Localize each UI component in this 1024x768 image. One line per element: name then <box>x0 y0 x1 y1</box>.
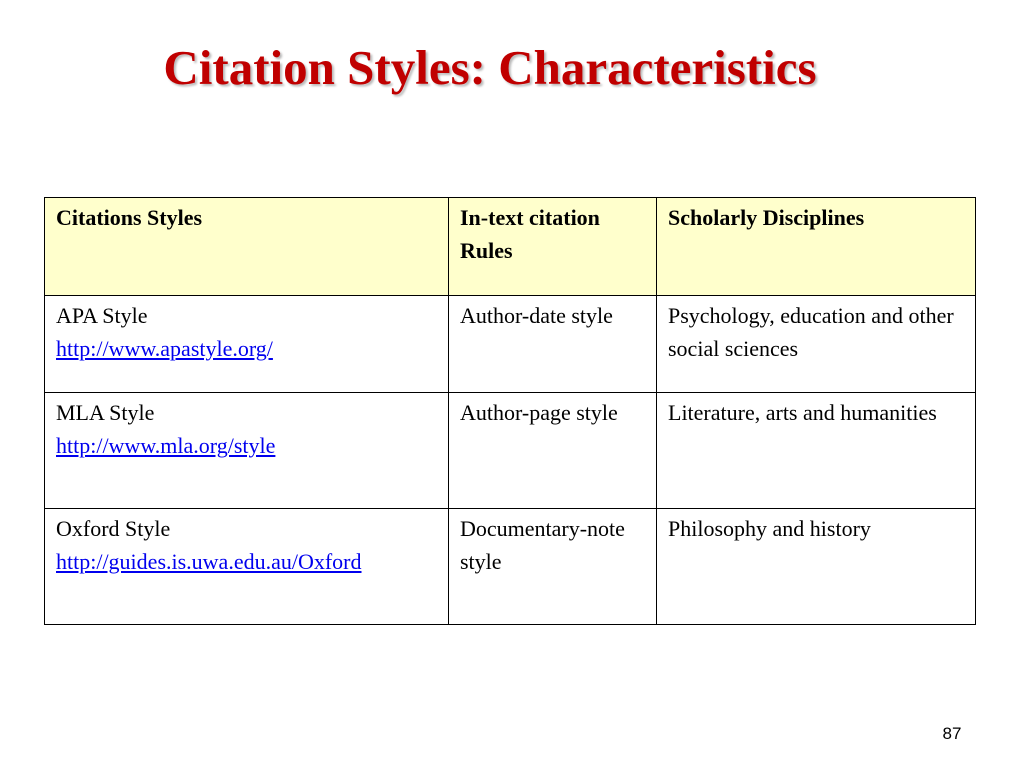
header-in-text-citation-rules: In-text citation Rules <box>449 198 657 296</box>
cell-disciplines-oxford: Philosophy and history <box>657 509 976 625</box>
cell-rules-oxford: Documentary-note style <box>449 509 657 625</box>
table-row-mla <box>45 393 976 509</box>
table-header-row <box>45 198 976 296</box>
style-name-mla: MLA Style <box>56 400 155 425</box>
citation-styles-table <box>44 197 976 625</box>
cell-disciplines-mla: Literature, arts and humanities <box>657 393 976 509</box>
style-name-apa: APA Style <box>56 303 148 328</box>
table-row-oxford <box>45 509 976 625</box>
cell-style-apa <box>45 296 449 393</box>
cell-rules-mla: Author-page style <box>449 393 657 509</box>
link-oxford-style[interactable]: http://guides.is.uwa.edu.au/Oxford <box>56 549 362 574</box>
cell-style-oxford <box>45 509 449 625</box>
header-citation-styles: Citations Styles <box>45 198 449 296</box>
cell-rules-apa: Author-date style <box>449 296 657 393</box>
cell-disciplines-apa: Psychology, education and other social sciences <box>657 296 976 393</box>
header-scholarly-disciplines: Scholarly Disciplines <box>657 198 976 296</box>
style-name-oxford: Oxford Style <box>56 516 171 541</box>
link-mla-style[interactable]: http://www.mla.org/style <box>56 433 276 458</box>
cell-style-mla <box>45 393 449 509</box>
table-row-apa <box>45 296 976 393</box>
page-number: 87 <box>942 724 962 743</box>
slide-title: Citation Styles: Characteristics <box>163 40 817 95</box>
link-apa-style[interactable]: http://www.apastyle.org/ <box>56 336 273 361</box>
